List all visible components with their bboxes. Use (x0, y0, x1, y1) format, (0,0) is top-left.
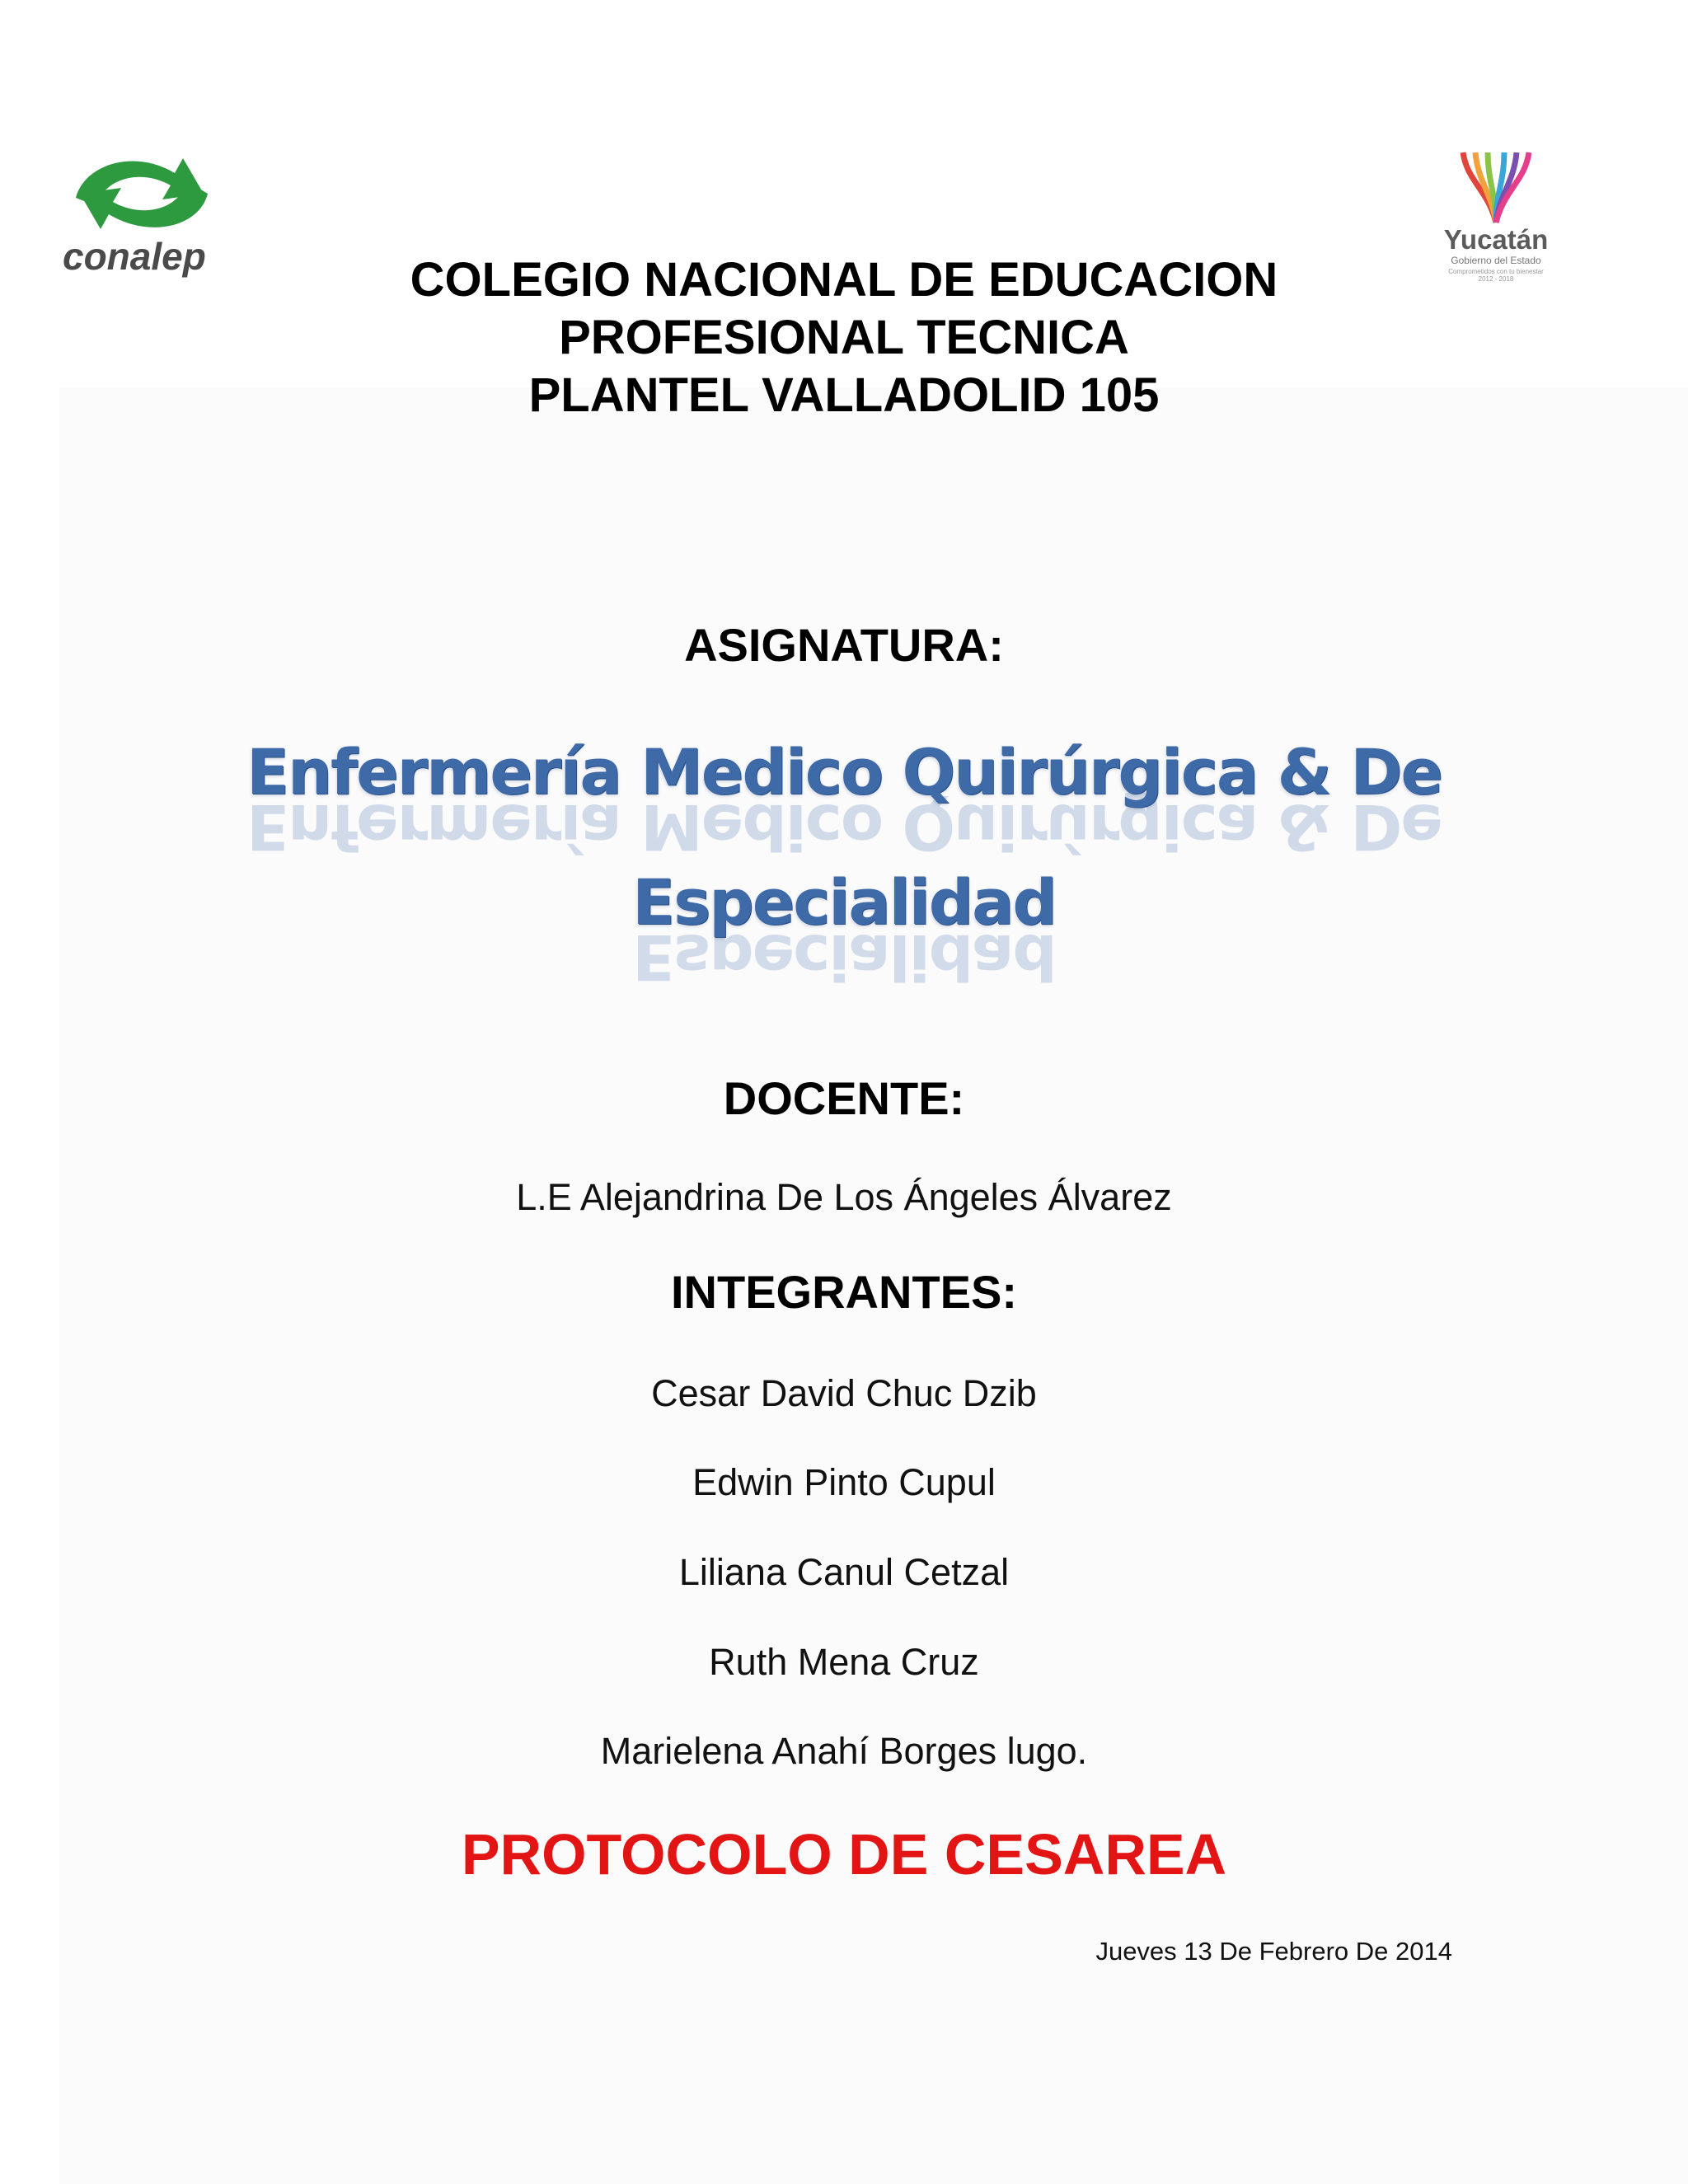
subject-reflection-text-2: Especialidad (632, 921, 1056, 994)
document-date: Jueves 13 De Febrero De 2014 (1095, 1937, 1452, 1966)
yucatan-logo-tagline-text: Comprometidos con tu bienestar (1448, 268, 1544, 275)
member-name: Ruth Mena Cruz (709, 1641, 979, 1683)
teacher-label: DOCENTE: (723, 1072, 965, 1124)
institution-header (0, 251, 1688, 424)
subject-title-line-2: Especialidad (632, 865, 1056, 939)
institution-line-3: PLANTEL VALLADOLID 105 (528, 368, 1160, 422)
member-name: Liliana Canul Cetzal (678, 1551, 1010, 1593)
subject-title-line-1: Enfermería Medico Quirúrgica & De (246, 735, 1442, 808)
conalep-logo-text: conalep (63, 235, 206, 278)
yucatan-logo-years: 2012 - 2018 (1478, 275, 1514, 283)
yucatan-ribbons-logo-icon (1430, 148, 1562, 227)
institution-line-1: COLEGIO NACIONAL DE EDUCACION (410, 253, 1278, 307)
conalep-arrows-logo-icon (59, 148, 224, 239)
yucatan-logo-text: Yucatán (1443, 224, 1549, 255)
subject-label: ASIGNATURA: (684, 619, 1004, 671)
institution-line-2: PROFESIONAL TECNICA (559, 311, 1129, 364)
document-title: PROTOCOLO DE CESAREA (461, 1822, 1227, 1886)
members-label: INTEGRANTES: (671, 1266, 1017, 1318)
subject-title-reflection-2 (0, 921, 1688, 994)
subject-reflection-text-1: Enfermería Medico Quirúrgica & De (246, 790, 1442, 864)
teacher-name: L.E Alejandrina De Los Ángeles Álvarez (516, 1176, 1172, 1218)
member-name: Cesar David Chuc Dzib (651, 1372, 1037, 1414)
yucatan-logo-subtitle: Gobierno del Estado (1451, 255, 1541, 266)
member-name: Edwin Pinto Cupul (692, 1461, 996, 1503)
member-name: Marielena Anahí Borges lugo. (600, 1730, 1088, 1772)
subject-title-reflection-1 (0, 790, 1688, 864)
